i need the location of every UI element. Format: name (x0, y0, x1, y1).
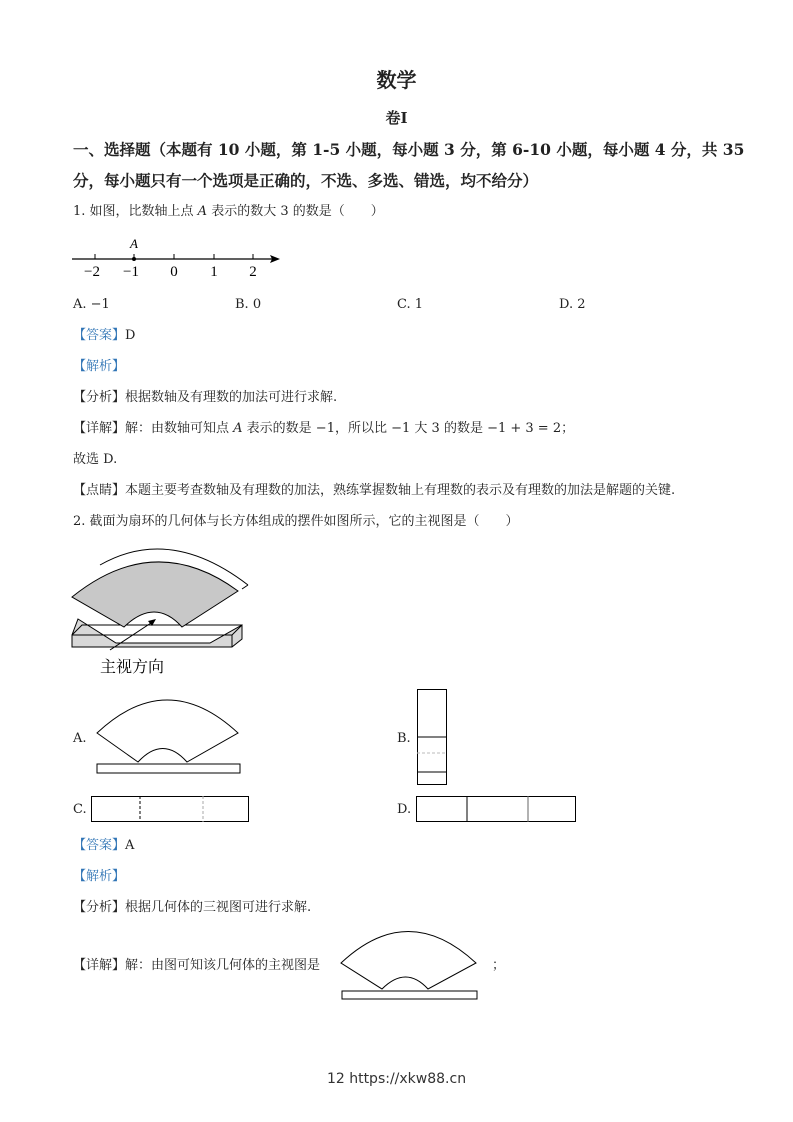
q2-detail-end: ； (492, 958, 506, 973)
figure-caption: 主视方向 (100, 657, 165, 676)
q2-stem: 2. 截面为扇环的几何体与长方体组成的摆件如图所示，它的主视图是（ ） (73, 514, 519, 529)
q2-option-c-figure (91, 796, 251, 823)
section-header-line2: 分，每小题只有一个选项是正确的，不选、多选、错选，均不给分） (73, 171, 539, 190)
detail-tag: 【详解】 (73, 958, 126, 973)
tick-label: 1 (210, 264, 218, 280)
tick-label: 2 (249, 264, 257, 280)
fenxi-text: 根据数轴及有理数的加法可进行求解. (125, 390, 338, 405)
detail-post: 表示的数是 −1，所以比 −1 大 3 的数是 −1 + 3 = 2； (242, 421, 575, 436)
answer-tag: 【答案】 (73, 328, 126, 343)
q2-option-c-label: C. (73, 802, 87, 817)
q2-analysis-tag: 【解析】 (73, 869, 126, 884)
q2-solid-figure (70, 555, 250, 680)
q1-fenxi (73, 390, 337, 406)
q1-detail (73, 421, 574, 437)
detail-var: A (233, 421, 243, 436)
q1-dianjing (73, 483, 675, 499)
page-title: 数学 (376, 68, 417, 92)
fenxi-text: 根据几何体的三视图可进行求解. (125, 900, 312, 915)
q2-detail (73, 958, 320, 974)
answer-value: A (125, 838, 135, 853)
q1-stem-pre: 1. 如图，比数轴上点 (73, 204, 198, 219)
tick-label: −1 (123, 264, 139, 280)
answer-value: D (125, 328, 136, 343)
q1-stem (73, 204, 384, 220)
q1-stem-post: 表示的数大 3 的数是（ ） (207, 204, 384, 219)
dianjing-tag: 【点睛】 (73, 483, 126, 498)
q1-option-c: C. 1 (397, 297, 424, 312)
q2-option-b-label: B. (397, 731, 411, 746)
dianjing-text: 本题主要考查数轴及有理数的加法，熟练掌握数轴上有理数的表示及有理数的加法是解题的关键. (125, 483, 676, 498)
q2-fenxi (73, 900, 311, 916)
q2-answer (73, 838, 134, 854)
answer-tag: 【答案】 (73, 838, 126, 853)
detail-tag: 【详解】 (73, 421, 126, 436)
q1-stem-var: A (197, 204, 208, 219)
page-subtitle: 卷I (385, 109, 408, 127)
q1-option-a: A. −1 (73, 297, 110, 312)
q2-detail-figure (340, 928, 482, 1002)
q1-option-b: B. 0 (235, 297, 262, 312)
q2-option-a-figure (95, 697, 245, 775)
fenxi-tag: 【分析】 (73, 390, 126, 405)
q2-option-d-figure (416, 796, 578, 823)
detail-pre: 解：由数轴可知点 (125, 421, 234, 436)
tick-label: 0 (170, 264, 178, 280)
point-a (132, 257, 136, 261)
q1-conclusion: 故选 D. (73, 452, 118, 467)
q2-option-d-label: D. (397, 802, 412, 817)
q1-analysis-tag: 【解析】 (73, 359, 126, 374)
q2-option-a-label: A. (73, 731, 87, 746)
number-line-figure (70, 235, 290, 280)
point-a-label: A (130, 236, 138, 251)
detail-text: 解：由图可知该几何体的主视图是 (125, 958, 321, 973)
q1-option-d: D. 2 (559, 297, 586, 312)
q2-option-b-figure (417, 689, 449, 786)
tick-label: −2 (84, 264, 100, 280)
section-header-line1: 一、选择题（本题有 10 小题，第 1-5 小题，每小题 3 分，第 6-10 小题，每小题 4 分，共 35 (73, 140, 745, 159)
fenxi-tag: 【分析】 (73, 900, 126, 915)
page-footer: 12 https://xkw88.cn (326, 1071, 467, 1087)
q1-answer (73, 328, 135, 344)
